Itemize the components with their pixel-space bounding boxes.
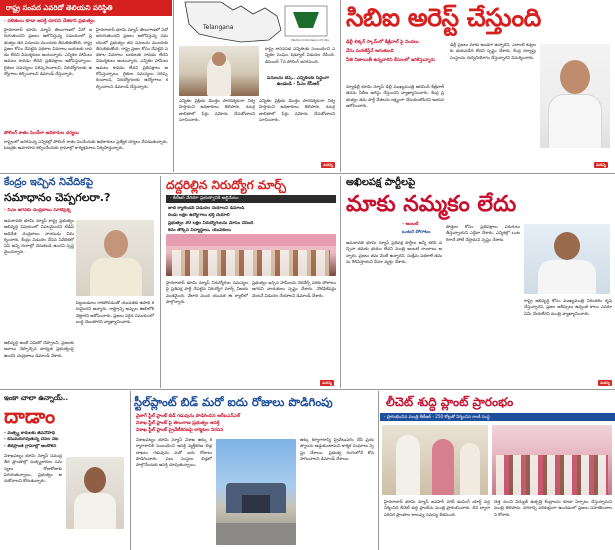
story-topleft-headline: రాష్ట్ర సంపద ఎవరిదో తెలియని పరిస్థితి [6, 4, 113, 12]
photo-crowd [496, 455, 608, 495]
more-badge[interactable]: మరిన్ని [320, 380, 334, 386]
photo-head [560, 60, 590, 94]
story-map-body2-col2: ఎన్నికల ప్రక్రియ మొత్తం పారదర్శకంగా నిర్వహిస్తామని అధికారులు తెలిపారు. ఓటర్ల జాబితాలో పేర్లు నమోదు చేసుకోవాలని సూచించారు. [259, 98, 335, 122]
story-center-body: అమరావతి భూమి న్యూస్ రాష్ట్ర ప్రభుత్వం అభివృద్ధి విషయంలో విఫలమైందని టీడీపీ అధినేత చంద్రబాబు నాయుడు విమర్శించారు. కేంద్రం విడుదల చేసిన నివేదికలో ఏపీ అన్ని రంగాల్లో వెనుకబడి ఉందని స్పష్టమైందన్నారు. [4, 218, 74, 255]
story-cbi-body2: ఢిల్లీ ప్రజలు మాకు అండగా ఉన్నారని, ఎలాంటి కుట్రలకు భయపడేది లేదని స్పష్టం చేశారు. కేంద్ర దర్యాప్తు సంస్థలను దుర్వినియోగం చేస్తున్నారని విమర్శించారు. [450, 42, 536, 60]
story-bottomleft-body: విశాఖపట్నం భూమి న్యూస్ సముద్ర తీర ప్రాంతాల్లో మత్స్యకారుల సమస్యలు రోజురోజుకు పెరుగుతున్నాయి. ప్రభుత్వం ఆదుకోవాలని కోరుతున్నారు. [4, 453, 62, 484]
story-bottomleft-bullet: - తీరప్రాంత గ్రామాల్లో ఆందోళన [4, 443, 57, 449]
story-bottomleft-bullet: - కనుమరుగవుతున్న చేపల వేట [4, 437, 59, 443]
story-center-body2: పెట్టుబడులు రాకపోవడంతో యువతకు ఉపాధి కరువైందని అన్నారు. రాష్ట్రాన్ని అప్పుల ఊబిలోకి నెట్టారని ఆరోపించారు. ప్రజలు సరైన సమయంలో బుద్ధి చెబుతారని వ్యాఖ్యానించారు. [76, 300, 154, 324]
story-cbi-bullet: నేను మరణిస్తేనే ఆగుతుంది [346, 49, 394, 54]
story-march-bullet: జాబ్ క్యాలెండర్ విడుదల చేయాలని డిమాండ్ [168, 206, 245, 211]
photo-head [104, 230, 128, 258]
story-allparty-body: అమరావతి భూమి న్యూస్ ప్రతిపక్ష పార్టీలు అన్నీ కలిసి వచ్చినా తమకు భయం లేదని మంత్రి అంబటి రాంబాబు అన్నారు. ప్రజలు తమ వెంటే ఉన్నారని, సంక్షేమ పథకాలే తమను గెలిపిస్తాయని ధీమా వ్యక్తం చేశారు. [346, 240, 442, 264]
photo-person [396, 435, 420, 495]
story-march-body2: ప్రభుత్వం ఇచ్చిన హామీలను నెరవేర్చే వరకు పోరాటం ఆగదని నాయకులు స్పష్టం చేశారు. నోటిఫికేషన్లు వెంటనే విడుదల చేయాలని డిమాండ్ చేశారు. [252, 280, 336, 298]
story-steel-photo [216, 439, 296, 545]
story-steel-bullets [136, 413, 374, 434]
divider [160, 176, 161, 388]
photo-person [460, 443, 480, 495]
story-topleft-subhead: పోలింగ్ శాతం పెంచేలా అధికారుల చర్యలు [4, 131, 79, 136]
divider [340, 176, 341, 388]
story-steel-headline: స్టీల్‌ప్లాంట్ బిడ్ మరో ఐదు రోజులు పొడిగింపు [134, 395, 333, 409]
story-steel [132, 391, 376, 550]
divider [0, 389, 615, 390]
photo-head [554, 232, 580, 260]
photo-face [212, 52, 226, 66]
story-topleft-body-col2: హైదరాబాద్ భూమి న్యూస్ తెలంగాణలో ఏదో జరుగుతుందని ప్రజలు ఆలోచిస్తున్న సమయంలో ప్రభుత్వం తన పనులను ముందుకు తీసుకెళుతోంది. రాష్ట్ర ప్రజల కోసం చేపట్టిన పథకాల వివరాలు బయటకు రావడం లేదని విమర్శకులు అంటున్నారు. ఎన్నికల హామీలు అమలు కావడం లేదని ప్రతిపక్షాలు ఆరోపిస్తున్నాయి. రైతుల సమస్యలు పరిష్కరించాలని, నిరుద్యోగులకు ఉద్యోగాలు కల్పించాలని డిమాండ్ చేస్తున్నారు. [96, 27, 168, 89]
story-bottomleft-kicker: ఇంకా చాలా ఉన్నాయ్.. [4, 394, 69, 402]
story-cbi-photo [540, 44, 610, 148]
story-march-bullet: కదం తొక్కిన విద్యార్థులు, యువకులు [168, 228, 231, 234]
more-badge[interactable]: మరిన్ని [321, 162, 335, 168]
story-map-photo [179, 46, 259, 96]
story-steel-body2: ఉక్కు కర్మాగారాన్ని ప్రైవేటుపరం చేసే ప్రయత్నాలను అడ్డుకుంటామని కార్మిక సంఘాలు స్పష్టం చేశాయి. ప్రభుత్వ రంగంలోనే కొనసాగించాలని డిమాండ్ చేశాయి. [300, 437, 374, 461]
story-center-byline: - సీఎం జగన్‌కు చంద్రబాబు సూటిప్రశ్న [4, 208, 71, 213]
more-badge[interactable]: మరిన్ని [598, 380, 612, 386]
photo-person [432, 439, 454, 495]
story-water-headline: లీచెట్ శుద్ధి ప్లాంట్ ప్రారంభం [386, 395, 514, 409]
story-allparty-body2: పొత్తుల కోసం ప్రతిపక్షాలు పరుగులు తీస్తున్నాయని ఎద్దేవా చేశారు. ఎన్నికల్లో ఒంటరిగానే పోటీ చేస్తామని స్పష్టం చేశారు. [446, 224, 520, 242]
story-allparty-headline-1: అఖిలపక్ష పార్టీలపై [346, 177, 416, 188]
map-shape [185, 2, 281, 42]
story-cbi-bullet: నీతి నిజాయితీ ఉన్నవారిని కేసులలో ఇరికిస్తున్నారు [346, 58, 435, 63]
divider [0, 173, 615, 174]
map-ec-label: Election Commission of India [291, 39, 329, 42]
story-steel-bullet: వైజాగ్ స్టీల్ ప్లాంట్ బిడ్ గడువును పొడిగించిన ఆర్ఐఎన్ఎల్ [136, 414, 240, 419]
story-map-body: రాష్ట్ర శాసనసభ ఎన్నికలకు సంబంధించి ఎన్నికల సంఘం షెడ్యూల్ విడుదల చేసింది. డిసెంబర్ 7న పోలింగ్ జరగనుంది. [265, 46, 335, 64]
telangana-map-graphic [181, 0, 331, 44]
story-map-caption: పనులను బేష్.. ఎన్నికలకు సిద్ధంగా ఉండండి - సీఎం కేసీఆర్ [267, 76, 329, 87]
story-center [0, 176, 158, 386]
story-march-bullet: రెండు లక్షల ఉద్యోగాలు భర్తీ చేయాలి [168, 213, 230, 219]
story-allparty-byline: - అంబటి [402, 222, 419, 227]
story-water-tagline: - ప్రారంభించిన మంత్రి కేటీఆర్ - 250 కోట్లతో నిర్మించిన రాంకీ సంస్థ [384, 414, 490, 419]
story-map-body2: ఎన్నికల ప్రక్రియ మొత్తం పారదర్శకంగా నిర్వహిస్తామని అధికారులు తెలిపారు. ఓటర్ల జాబితాలో పేర్లు నమోదు చేసుకోవాలని సూచించారు. [179, 98, 255, 122]
divider [173, 0, 174, 172]
story-steel-bullet: విశాఖ స్టీల్ ప్లాంట్ ప్రైవేటీకరణపై కార్మికుల నిరసన [136, 428, 224, 433]
story-center-headline-1: కేంద్రం ఇచ్చిన నివేదికపై [4, 177, 93, 188]
story-water-photo-2 [492, 425, 612, 495]
story-bottomleft [0, 391, 128, 550]
story-allparty-photo [524, 224, 610, 294]
story-march-headline: దద్దరిల్లిన నిరుద్యోగ మార్చ్ [166, 178, 287, 192]
map-state-label: Telangana [203, 24, 234, 31]
divider [340, 0, 341, 172]
story-center-photo [76, 220, 154, 296]
story-center-headline-2: సమాధానం చెప్పగలరా.? [4, 191, 111, 204]
story-bottomleft-photo [66, 457, 124, 529]
story-bottomleft-bullets [4, 431, 124, 450]
story-march-body: హైదరాబాద్ భూమి న్యూస్ నిరుద్యోగుల సమస్యలపై ప్రతిపక్ష పార్టీ చేపట్టిన నిరుద్యోగ మార్చ్ విజయవంతమైంది. వేలాది మంది యువత ఈ ర్యాలీలో పాల్గొన్నారు. [166, 280, 248, 304]
story-cbi-bullets [346, 40, 444, 64]
story-water-photo-1 [382, 425, 488, 495]
story-allparty-body3: రాష్ట్ర అభివృద్ధి కోసం ముఖ్యమంత్రి నిరంతరం కృషి చేస్తున్నారని, ప్రజల ఆశీస్సులు ఉన్నంత కాలం ఎవరూ ఏమీ చేయలేరని మంత్రి వ్యాఖ్యానించారు. [524, 298, 612, 316]
story-allparty [342, 176, 615, 388]
story-march-tagline: - కేటీఆర్ వేదికగా ప్రభుత్వానికి అల్టిమేటం [170, 196, 239, 201]
story-steel-body: విశాఖపట్నం భూమి న్యూస్ విశాఖ ఉక్కు కర్మాగారానికి సంబంధించి ఆసక్తి వ్యక్తీకరణ బిడ్ల దాఖలు గడువును మరో ఐదు రోజులు పొడిగించారు. పలు సంస్థలు బిడ్లలో పాల్గొనేందుకు ఆసక్తి చూపుతున్నాయి. [136, 437, 212, 468]
photo-banner [166, 234, 336, 246]
story-map [175, 0, 338, 170]
story-cbi-headline: సిబిఐ అరెస్ట్ చేస్తుంది [346, 3, 541, 32]
photo-body [548, 94, 602, 148]
photo-gate [242, 495, 270, 513]
story-water-body2: చెత్త నుంచి విద్యుత్ ఉత్పత్తి కేంద్రాలను కూడా ఏర్పాటు చేస్తున్నామని మంత్రి తెలిపారు. నగరాన్ని పరిశుభ్రంగా ఉంచడంలో ప్రజలు సహకరించాలని కోరారు. [494, 499, 612, 517]
story-allparty-subbyline: ఒంటరి పోరాటం [402, 230, 431, 235]
story-topleft-tagline: - దళితులు కూడా ఆసక్తి చూపని చేతకాని ప్రభుత్వం [4, 19, 95, 24]
story-cbi-body: న్యూఢిల్లీ భూమి న్యూస్ ఢిల్లీ ముఖ్యమంత్రి అరవింద్ కేజ్రీవాల్ తనను సీబీఐ అరెస్టు చేస్తుందని వ్యాఖ్యానించారు. కేంద్ర ప్రభుత్వం తమ పార్టీ నేతలను లక్ష్యంగా చేసుకుంటోందని ఆయన ఆరోపించారు. [346, 84, 444, 108]
photo-head [84, 467, 106, 493]
photo-body [538, 260, 596, 294]
story-steel-bullet: విశాఖ స్టీల్ ప్లాంట్ పై తెలంగాణ ప్రభుత్వం ఆసక్తి [136, 421, 220, 426]
story-water [380, 391, 615, 550]
story-topleft-body2: రాష్ట్రంలో జరగనున్న ఎన్నికల్లో పోలింగ్ శాతం పెంచేందుకు అధికారులు ప్రత్యేక చర్యలు చేపడుతున్నారు. ఓటర్లకు అవగాహన కల్పించేందుకు గ్రామాల్లో కార్యక్రమాలు నిర్వహిస్తున్నారు. [4, 139, 168, 151]
story-cbi [342, 0, 615, 170]
photo-body [90, 258, 142, 296]
more-badge[interactable]: మరిన్ని [594, 162, 608, 168]
story-allparty-headline-2: మాకు నమ్మకం లేదు [346, 192, 517, 217]
story-center-body3: అభివృద్ధి అంటే ఏమిటో చెప్పాలని, ప్రజలకు జవాబు చెప్పాల్సిన బాధ్యత ప్రభుత్వంపై ఉందని చంద్రబాబు డిమాండ్ చేశారు. [4, 340, 74, 358]
story-water-body: హైదరాబాద్ భూమి న్యూస్ జవహర్ నగర్ డంపింగ్ యార్డ్ వద్ద నిర్మించిన లీచెట్ శుద్ధి ప్లాంట్‌ను మంత్రి ప్రారంభించారు. దీని ద్వారా పరిసర ప్రాంతాల కాలుష్య సమస్య తీరనుంది. [384, 499, 490, 517]
story-topleft-body: హైదరాబాద్ భూమి న్యూస్ తెలంగాణలో ఏదో జరుగుతుందని ప్రజలు ఆలోచిస్తున్న సమయంలో ప్రభుత్వం తన పనులను ముందుకు తీసుకెళుతోంది. రాష్ట్ర ప్రజల కోసం చేపట్టిన పథకాల వివరాలు బయటకు రావడం లేదని విమర్శకులు అంటున్నారు. ఎన్నికల హామీలు అమలు కావడం లేదని ప్రతిపక్షాలు ఆరోపిస్తున్నాయి. రైతుల సమస్యలు పరిష్కరించాలని, నిరుద్యోగులకు ఉద్యోగాలు కల్పించాలని డిమాండ్ చేస్తున్నారు. [4, 27, 92, 77]
story-cbi-bullet: ఢిల్లీ లిక్కర్ స్కామ్‌లో కేజ్రీవాల్ పై నిందలు [346, 40, 419, 45]
photo-crowd [172, 250, 330, 276]
photo-road [216, 523, 296, 545]
divider [378, 391, 379, 550]
story-march [162, 176, 338, 388]
story-bottomleft-bullet: - మత్స్య కారులకు జీవనోపాధి [4, 431, 55, 436]
story-march-photo [166, 234, 336, 276]
story-topleft [0, 0, 172, 170]
story-march-bullets [168, 206, 336, 235]
photo-body [74, 493, 116, 529]
story-march-bullet: ప్రభుత్వం 30 లక్షల నిరుద్యోగులను మోసం చేసింది [168, 220, 254, 226]
divider [130, 391, 131, 550]
story-bottomleft-headline: దాడాం [4, 404, 56, 428]
